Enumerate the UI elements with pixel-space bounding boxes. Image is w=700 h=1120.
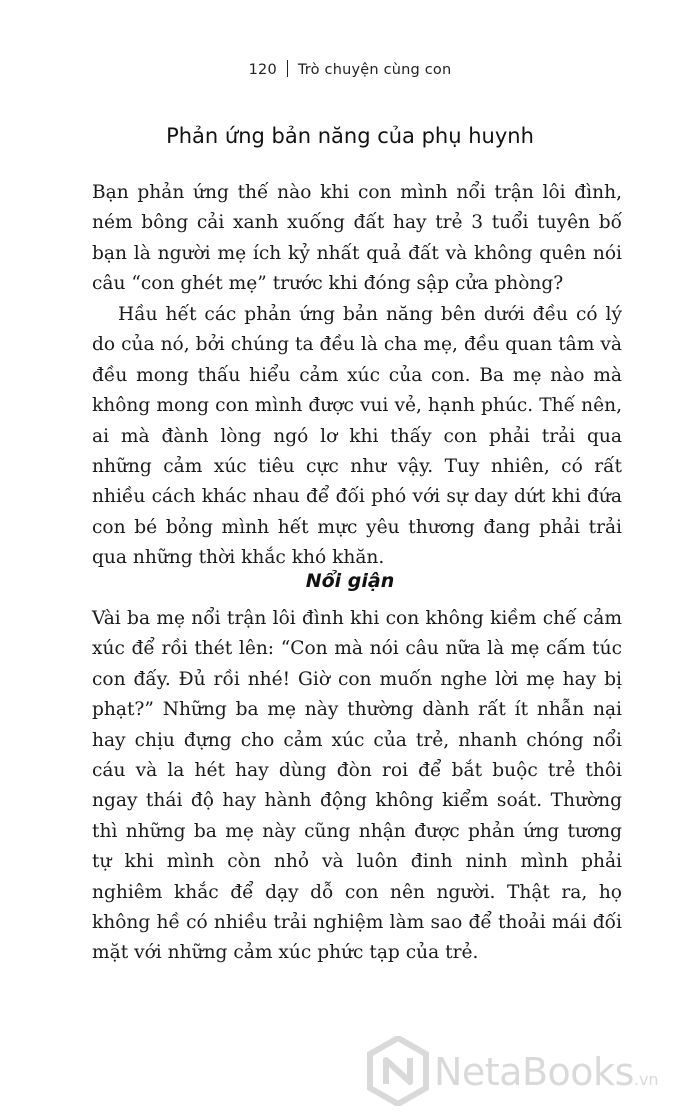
page-number: 120	[248, 62, 277, 78]
netabooks-watermark	[366, 1036, 696, 1106]
running-header	[0, 60, 700, 78]
watermark-brand: NetaBooks	[434, 1050, 634, 1094]
paragraph-intro: Bạn phản ứng thế nào khi con mình nổi trận lôi đình, ném bông cải xanh xuống đất hay trẻ 3 tuổi tuyên bố bạn là người mẹ ích kỷ nhất quả đất và không quên nói câu “con ghét mẹ” trước khi đóng sập cửa phòng?	[92, 182, 622, 295]
watermark-text	[434, 1050, 659, 1094]
header-divider	[287, 60, 288, 77]
paragraph-instinctive-reactions: Hầu hết các phản ứng bản năng bên dưới đều có lý do của nó, bởi chúng ta đều là cha mẹ, đều quan tâm và đều mong thấu hiểu cảm xúc của con. Ba mẹ nào mà không mong con mình được vui vẻ, hạnh phúc. Thế nên, ai mà đành lòng ngó lơ khi thấy con phải trải qua những cảm xúc tiêu cực như vậy. Tuy nhiên, có rất nhiều cách khác nhau để đối phó với sự day dứt khi đứa con bé bỏng mình hết mực yêu thương đang phải trải qua những thời khắc khó khăn.	[92, 304, 622, 569]
book-title: Trò chuyện cùng con	[297, 62, 452, 78]
paragraph-anger: Vài ba mẹ nổi trận lôi đình khi con không kiềm chế cảm xúc để rồi thét lên: “Con mà nói câu nữa là mẹ cấm túc con đấy. Đủ rồi nhé! Giờ con muốn nghe lời mẹ hay bị phạt?” Những ba mẹ này thường dành rất ít nhẫn nại hay chịu đựng cho cảm xúc của trẻ, nhanh chóng nổi cáu và la hét hay dùng đòn roi để bắt buộc trẻ thôi ngay thái độ hay hành động không kiểm soát. Thường thì những ba mẹ này cũng nhận được phản ứng tương tự khi mình còn nhỏ và luôn đinh ninh mình phải nghiêm khắc để dạy dỗ con nên người. Thật ra, họ không hề có nhiều trải nghiệm làm sao để thoải mái đối mặt với những cảm xúc phức tạp của trẻ.	[92, 608, 622, 964]
section-title: Phản ứng bản năng của phụ huynh	[166, 124, 534, 148]
watermark-suffix: .vn	[633, 1070, 659, 1089]
subsection-title: Nổi giận	[305, 570, 395, 592]
netabooks-logo-icon	[366, 1036, 430, 1106]
